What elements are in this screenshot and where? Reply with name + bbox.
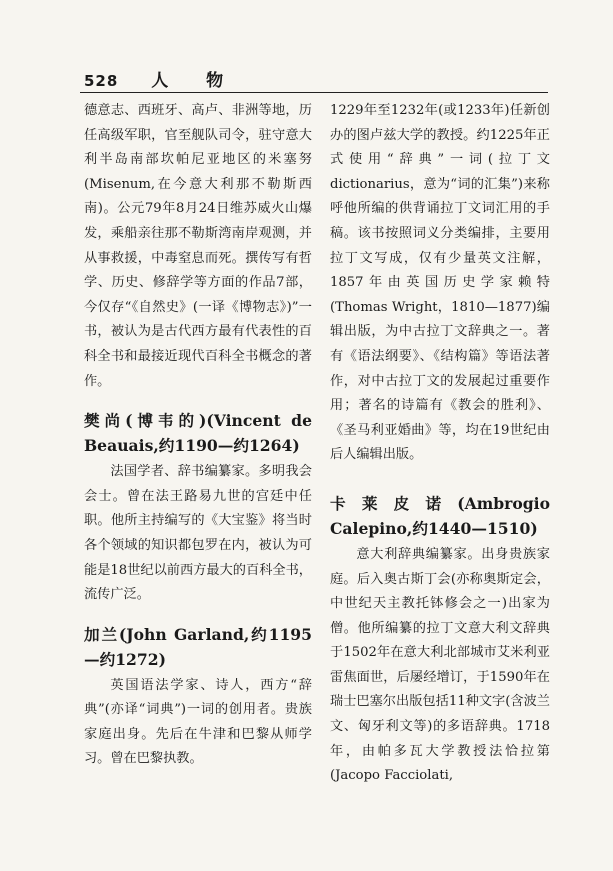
left-column bbox=[84, 99, 312, 772]
continued-entry-text: 德意志、西班牙、高卢、非洲等地，历任高级军职，官至舰队司令，驻守意大利半岛南部坎帕尼亚地区的米塞努(Misenum,在今意大利那不勒斯西南)。公元79年8月24日维苏威火山爆发，乘船亲往那不勒斯湾南岸观测，并从事救援，中毒窒息而死。撰传写有哲学、历史、修辞学等方面的作品7部，今仅存“《自然史》(一译《博物志》)”一书，被认为是古代西方最有代表性的百科全书和最接近现代百科全书概念的著作。 bbox=[84, 103, 312, 389]
section-title-char-1: 人 bbox=[151, 71, 170, 91]
section-title-char-2: 物 bbox=[206, 71, 225, 91]
page-header bbox=[84, 66, 224, 91]
continued-garland-text: 1229年至1232年(或1233年)任新创办的图卢兹大学的教授。约1225年正式使用“辞典”一词(拉丁文dictionarius，意为“词的汇集”)来称呼他所编的供背诵拉丁文词汇用的手稿。该书按照词义分类编排，主要用拉丁文写成，仅有少量英文注解，1857年由英国历史学家赖特(Thomas Wright，1810—1877)编辑出版，为中古拉丁文辞典之一。著有《语法纲要》、《结构篇》等语法著作，对中古拉丁文的发展起过重要作用；著名的诗篇有《教会的胜利》、《圣马利亚婚曲》等，均在19世纪由后人编辑出版。 bbox=[330, 103, 550, 463]
page-number: 528 bbox=[84, 72, 119, 90]
entry-body-calepino: 意大利辞典编纂家。出身贵族家庭。后入奥古斯丁会(亦称奥斯定会，中世纪天主教托钵修会之一)出家为僧。他所编纂的拉丁文意大利文辞典于1502年在意大利北部城市艾米利亚雷焦面世，后屡经增订，于1590年在瑞士巴塞尔出版包括11种文字(含波兰文、匈牙利文等)的多语辞典。1718年，由帕多瓦大学教授法恰拉第(Jacopo Facciolati, bbox=[330, 546, 550, 784]
entry-body-vincent: 法国学者、辞书编纂家。多明我会会士。曾在法王路易九世的宫廷中任职。他所主持编写的《大宝鉴》将当时各个领域的知识都包罗在内，被认为可能是18世纪以前西方最大的百科全书，流传广泛。 bbox=[84, 464, 312, 603]
entry-heading-garland: 加兰(John Garland,约1195—约1272) bbox=[84, 624, 312, 669]
entry-body-garland: 英国语法学家、诗人，西方“辞典”(亦译“词典”)一词的创用者。贵族家庭出身。先后在牛津和巴黎从师学习。曾在巴黎执教。 bbox=[84, 677, 312, 767]
right-column bbox=[330, 99, 550, 789]
entry-heading-vincent: 樊尚(博韦的)(Vincent de Beauais,约1190—约1264) bbox=[84, 411, 312, 456]
entry-heading-calepino: 卡莱皮诺(Ambrogio Calepino,约1440—1510) bbox=[330, 493, 550, 538]
header-rule bbox=[80, 92, 548, 93]
